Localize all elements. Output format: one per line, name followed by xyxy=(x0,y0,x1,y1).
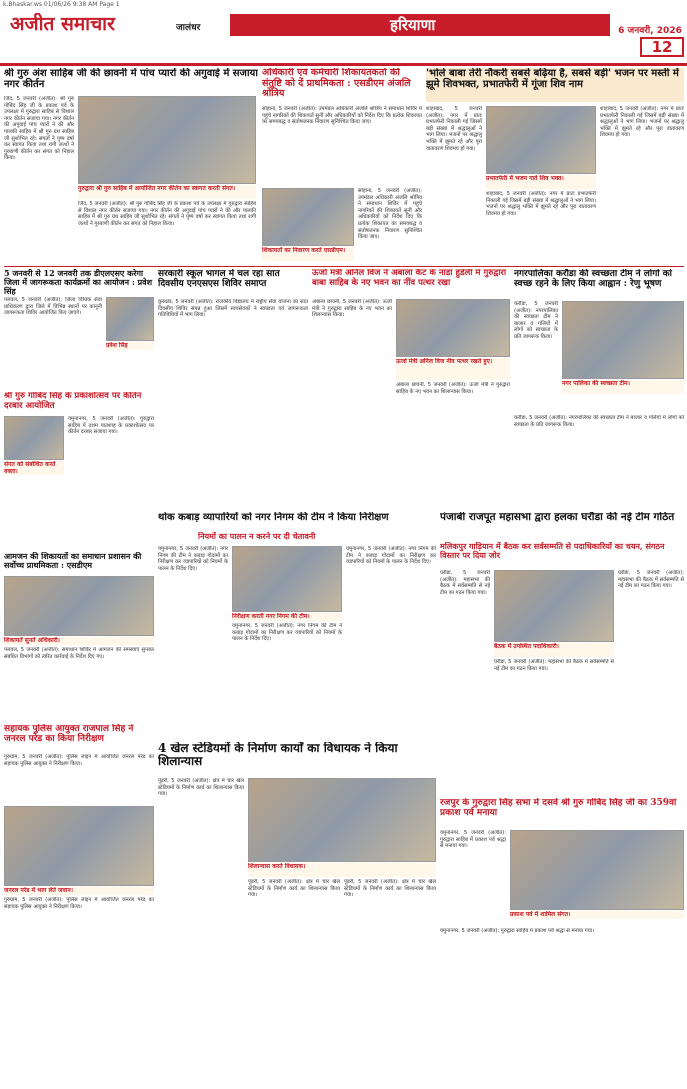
headline: अधिकारी एवं कर्मचारी शिकायतकर्ता की संतुष्टि को दें प्राथमिकता : एसडीएम अंजलि श्रोत्रिय xyxy=(262,68,411,100)
article-body: गुरुग्राम, 5 जनवरी (अजीत): पुलिस लाइन में आयोजित जनरल परेड का सहायक पुलिस आयुक्त ने निरीक्षण किया। xyxy=(4,754,154,767)
article-body-column-3: घरौंडा, 5 जनवरी (अजीत): महासभा की बैठक में सर्वसम्मति से नई टीम का गठन किया गया। xyxy=(618,570,684,590)
issue-date: 6 जनवरी, 2026 xyxy=(618,26,682,35)
headline: 5 जनवरी से 12 जनवरी तक डीएलएसए करेगा जिला में जागरूकता कार्यक्रमों का आयोजन : प्रवेश सिंह xyxy=(4,269,153,295)
photo xyxy=(4,416,64,460)
photo-caption: शिकायतें सुनते अधिकारी। xyxy=(4,637,154,645)
headline: सहायक पुलिस आयुक्त राजपाल सिंह ने जनरल परेड का किया निरीक्षण xyxy=(4,724,134,745)
story-dlsa xyxy=(4,269,154,389)
article-body: सोहाना, 5 जनवरी (अजीत): उपमंडल अधिकारी अंजलि श्रोत्रिय ने समाधान शिविर में पहुंचे नागरिकों की शिकायतें सुनीं और अधिकारियों को निर्देश दिए कि प्रत्येक शिकायत का समयबद्ध व संतोषजनक निवारण सुनिश्चित किया जाए। xyxy=(262,106,422,126)
headline: 'भोले बाबा तेरी नौकरी सबसे बढ़िया है, सबसे बड़ी' भजन पर मस्ती में झूमे शिवभक्त, प्रभातफेरी में गूंजा शिव नाम xyxy=(426,68,684,102)
story-sdm-complaints xyxy=(262,68,422,264)
article-body-continued: यमुनानगर, 5 जनवरी (अजीत): गुरुद्वारा साहिब में प्रकाश पर्व श्रद्धा से मनाया गया। xyxy=(440,928,595,934)
article-body-continued: अंबाला छावनी, 5 जनवरी (अजीत): ऊर्जा मंत्री ने गुरुद्वारा साहिब के नए भवन का शिलान्यास किया। xyxy=(396,382,510,395)
photo xyxy=(486,106,596,174)
masthead xyxy=(0,10,687,66)
photo xyxy=(562,301,684,379)
article-body: जिंद, 5 जनवरी (अजीत): श्री गुरु गोबिंद सिंह जी के प्रकाश पर्व के उपलक्ष्य में गुरुद्वारा साहिब से विशाल नगर कीर्तन सजाया गया। नगर कीर्तन की अगुवाई पांच प्यारों ने की और पालकी साहिब में श्री गुरु ग्रंथ साहिब जी सुशोभित रहे। संगतों ने पुष्प वर्षा कर स्वागत किया तथा रागी जत्थों ने गुरबाणी कीर्तन कर संगत को निहाल किया। xyxy=(4,96,74,162)
article-body-continued: घरौंडा, 5 जनवरी (अजीत): महासभा की बैठक में सर्वसम्मति से नई टीम का गठन किया गया। xyxy=(494,659,614,672)
headline: आमजन की शिकायतों का समाधान प्रशासन की सर्वोच्च प्राथमिकता : एसडीएम xyxy=(4,552,142,570)
photo xyxy=(78,96,256,184)
story-police-parade xyxy=(4,724,154,1086)
story-rajpur-gurudwara xyxy=(440,798,684,1086)
article-body: यमुनानगर, 5 जनवरी (अजीत): गुरुद्वारा साहिब में दशम पातशाह के प्रकाशोत्सव पर कीर्तन दरबार सजाया गया। xyxy=(68,416,154,436)
photo xyxy=(262,188,354,246)
story-prabhat-pheri xyxy=(426,68,684,264)
story-nagar-kirtan xyxy=(4,68,258,264)
article-body-continued: यमुनानगर, 5 जनवरी (अजीत): नगर निगम की टीम ने कबाड़ गोदामों का निरीक्षण कर व्यापारियों को नियमों के पालन के निर्देश दिए। xyxy=(232,623,342,643)
article-body-column-3: पूंडरी, 5 जनवरी (अजीत): क्षेत्र में चार खेल स्टेडियमों के निर्माण कार्य का शिलान्यास किया गया। xyxy=(344,879,436,899)
article-body: यमुनानगर, 5 जनवरी (अजीत): गुरुद्वारा साहिब में प्रकाश पर्व श्रद्धा से मनाया गया। xyxy=(440,830,506,850)
photo xyxy=(4,806,154,886)
article-body-continued: करौडा, 5 जनवरी (अजीत): नगरपालिका की स्वच्छता टीम ने बाजार व गलियों में लोगों को स्वच्छता के प्रति जागरूक किया। xyxy=(514,415,684,428)
photo-caption: जनरल परेड में भाग लेते जवान। xyxy=(4,887,154,895)
newspaper-logo: अजीत समाचार xyxy=(10,13,115,35)
article-body-continued: पूंडरी, 5 जनवरी (अजीत): क्षेत्र में चार खेल स्टेडियमों के निर्माण कार्य का शिलान्यास किया गया। xyxy=(248,879,340,899)
story-swachhta xyxy=(514,269,684,509)
article-body-continued: शाहाबाद, 5 जनवरी (अजीत): नगर में प्रातः प्रभातफेरी निकाली गई जिसमें बड़ी संख्या में श्रद्धालुओं ने भाग लिया। भजनों पर श्रद्धालु भक्ति में झूमते रहे और पूरा वातावरण शिवमय हो गया। xyxy=(486,191,596,217)
subheadline: नियमों का पालन न करने पर दी चेतावनी xyxy=(198,532,316,541)
subheadline: मलिकपुर गाड़ियान में बैठक कर सर्वसम्मति से पदाधिकारियों का चयन, संगठन विस्तार पर दिया जोर xyxy=(440,542,665,560)
portrait-photo xyxy=(106,297,154,341)
article-body: पलवल, 5 जनवरी (अजीत): समाधान शिविर में आमजन की समस्याएं सुनकर संबंधित विभागों को त्वरित कार्रवाई के निर्देश दिए गए। xyxy=(4,647,154,660)
headline: रजपुर के गुरुद्वारा सिंह सभा में दसवें श्री गुरु गोबिंद सिंह जी का 359वां प्रकाश पर्व मनाया xyxy=(440,798,677,819)
headline: ऊर्जा मंत्री अनिल विज ने अंबाला कैंट के नाडा हुडेली में गुरुद्वारा बाबा साहिब के नए भवन का नींव पत्थर रखा xyxy=(312,269,507,288)
headline: सरकारी स्कूल भागल में चल रहा सात दिवसीय एनएसएस शिविर समाप्त xyxy=(158,269,280,290)
photo-caption: शिलान्यास करते विधायक। xyxy=(248,863,436,877)
photo-caption: निरीक्षण करती नगर निगम की टीम। xyxy=(232,613,342,621)
photo-caption: नगर पालिका की स्वच्छता टीम। xyxy=(562,380,684,394)
headline: नगरपालिका करौडा की स्वच्छता टीम ने लोगों को स्वच्छ रहने के लिए किया आह्वान : रेणु भूषण xyxy=(514,269,673,290)
article-body-column-3: शाहाबाद, 5 जनवरी (अजीत): नगर में प्रातः प्रभातफेरी निकाली गई जिसमें बड़ी संख्या में श्रद्धालुओं ने भाग लिया। भजनों पर श्रद्धालु भक्ति में झूमते रहे और पूरा वातावरण शिवमय हो गया। xyxy=(600,106,684,139)
photo-caption: संगत को संबोधित करते वक्ता। xyxy=(4,461,64,475)
story-nagar-nigam xyxy=(158,512,436,738)
photo-caption: बैठक में उपस्थित पदाधिकारी। xyxy=(494,643,614,657)
article-body-continued: गुरुग्राम, 5 जनवरी (अजीत): पुलिस लाइन में आयोजित जनरल परेड का सहायक पुलिस आयुक्त ने निरीक्षण किया। xyxy=(4,897,154,910)
photo-caption: प्रकाश पर्व में शामिल संगत। xyxy=(510,911,684,919)
photo xyxy=(232,546,342,612)
headline: थोक कबाड़ व्यापारियों को नगर निगम की टीम ने किया निरीक्षण xyxy=(158,512,389,523)
page-number: 12 xyxy=(640,37,684,57)
article-body-column-3: यमुनानगर, 5 जनवरी (अजीत): नगर निगम की टीम ने कबाड़ गोदामों का निरीक्षण कर व्यापारियों को नियमों के पालन के निर्देश दिए। xyxy=(346,546,436,566)
photo-caption: प्रभातफेरी में भजन गाते शिव भक्त। xyxy=(486,175,596,189)
article-body: पलवल, 5 जनवरी (अजीत): जिला विधिक सेवा प्राधिकरण द्वारा जिले में विभिन्न स्थानों पर कानूनी जागरूकता शिविर आयोजित किए जाएंगे। xyxy=(4,297,102,317)
photo-caption: ऊर्जा मंत्री अनिल विज नींव पत्थर रखते हुए। xyxy=(396,358,510,380)
section-banner: हरियाणा xyxy=(230,14,610,36)
photo-caption: गुरुद्वारा श्री गुरु साहिब में आयोजित नगर कीर्तन का स्वागत करती संगत। xyxy=(78,185,256,199)
divider xyxy=(4,266,684,267)
article-body: यमुनानगर, 5 जनवरी (अजीत): नगर निगम की टीम ने कबाड़ गोदामों का निरीक्षण कर व्यापारियों को नियमों के पालन के निर्देश दिए। xyxy=(158,546,228,572)
photo-caption: प्रवेश सिंह xyxy=(106,342,154,350)
photo-caption: शिकायतों का निवारण करते एसडीएम। xyxy=(262,247,354,261)
article-body: अंबाला छावनी, 5 जनवरी (अजीत): ऊर्जा मंत्री ने गुरुद्वारा साहिब के नए भवन का शिलान्यास किया। xyxy=(312,299,392,319)
photo xyxy=(494,570,614,642)
story-kirtan-darbar xyxy=(4,392,154,550)
print-header-line: k.Bhaskar.ws 01/06/26 9:38 AM Page 1 xyxy=(3,1,120,8)
story-nss-camp xyxy=(158,269,308,509)
article-body: घरौंडा, 5 जनवरी (अजीत): महासभा की बैठक में सर्वसम्मति से नई टीम का गठन किया गया। xyxy=(440,570,490,596)
article-body-continued: सोहाना, 5 जनवरी (अजीत): उपमंडल अधिकारी अंजलि श्रोत्रिय ने समाधान शिविर में पहुंचे नागरिकों की शिकायतें सुनीं और अधिकारियों को निर्देश दिए कि प्रत्येक शिकायत का समयबद्ध व संतोषजनक निवारण सुनिश्चित किया जाए। xyxy=(358,188,422,241)
edition-city: जालंधर xyxy=(176,23,201,32)
headline: श्री गुरु गोबिंद सिंह के प्रकाशोत्सव पर कीर्तन दरबार आयोजित xyxy=(4,392,142,411)
article-body: करौडा, 5 जनवरी (अजीत): नगरपालिका की स्वच्छता टीम ने बाजार व गलियों में लोगों को स्वच्छता के प्रति जागरूक किया। xyxy=(514,301,558,340)
story-stadium-foundation xyxy=(158,742,436,1086)
photo xyxy=(510,830,684,910)
story-anil-vij xyxy=(312,269,510,509)
photo xyxy=(396,299,510,357)
headline: 4 खेल स्टेडियमों के निर्माण कार्यों का विधायक ने किया शिलान्यास xyxy=(158,742,398,769)
headline: श्री गुरु अंश साहिब जी की छावनी में पांच प्यारों की अगुवाई में सजाया नगर कीर्तन xyxy=(4,68,258,91)
article-body: पूंडरी, 5 जनवरी (अजीत): क्षेत्र में चार खेल स्टेडियमों के निर्माण कार्य का शिलान्यास किया गया। xyxy=(158,778,244,798)
article-body-continued: जिंद, 5 जनवरी (अजीत): श्री गुरु गोबिंद सिंह जी के प्रकाश पर्व के उपलक्ष्य में गुरुद्वारा साहिब से विशाल नगर कीर्तन सजाया गया। नगर कीर्तन की अगुवाई पांच प्यारों ने की और पालकी साहिब में श्री गुरु ग्रंथ साहिब जी सुशोभित रहे। संगतों ने पुष्प वर्षा कर स्वागत किया तथा रागी जत्थों ने गुरबाणी कीर्तन कर संगत को निहाल किया। xyxy=(78,201,256,227)
article-body: कुरुक्षेत्र, 5 जनवरी (अजीत): राजकीय विद्यालय में राष्ट्रीय सेवा योजना का सात दिवसीय शिविर संपन्न हुआ जिसमें स्वयंसेवकों ने स्वच्छता एवं जागरूकता गतिविधियों में भाग लिया। xyxy=(158,299,308,319)
story-rajput-mahasabha xyxy=(440,512,684,794)
headline: पंजाबी राजपूत महासभा द्वारा हलका घरौंडा की नई टीम गठित xyxy=(440,512,675,523)
photo xyxy=(4,576,154,636)
story-samadhan-shivir xyxy=(4,552,154,722)
photo xyxy=(248,778,436,862)
article-body: शाहाबाद, 5 जनवरी (अजीत): नगर में प्रातः प्रभातफेरी निकाली गई जिसमें बड़ी संख्या में श्रद्धालुओं ने भाग लिया। भजनों पर श्रद्धालु भक्ति में झूमते रहे और पूरा वातावरण शिवमय हो गया। xyxy=(426,106,482,152)
